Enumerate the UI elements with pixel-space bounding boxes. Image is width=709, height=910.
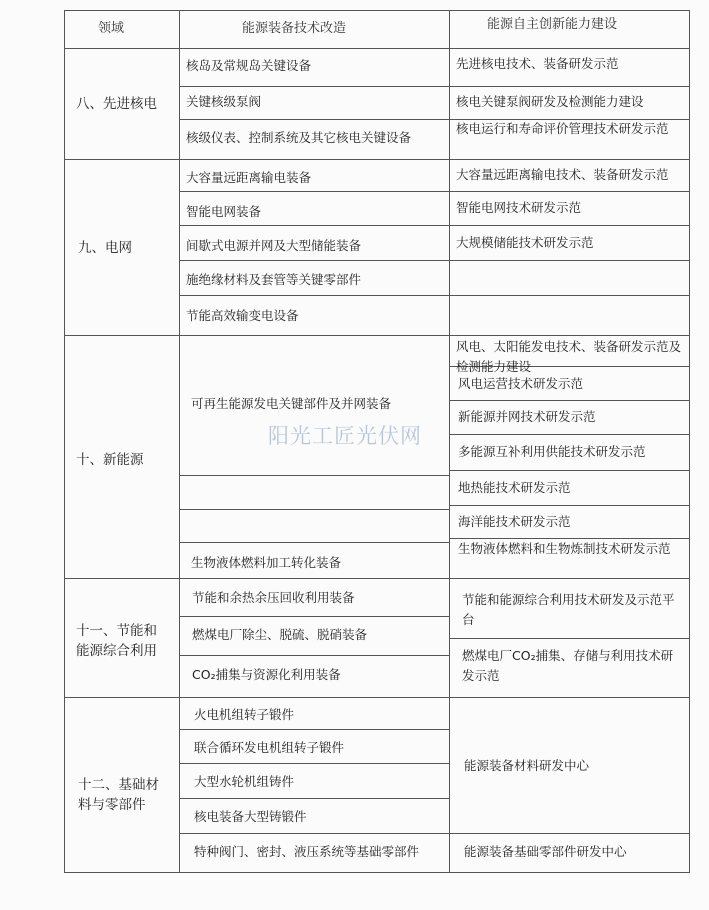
row-divider (179, 475, 449, 476)
section-divider (64, 335, 690, 336)
equipment-item: 关键核级泵阀 (186, 94, 262, 109)
innovation-item: 能源装备材料研发中心 (464, 758, 590, 773)
row-divider (449, 400, 690, 401)
row-divider (449, 638, 690, 639)
row-divider (449, 470, 690, 471)
table-border-top (64, 10, 690, 11)
equipment-item: 燃煤电厂除尘、脱硫、脱硝装备 (192, 627, 368, 642)
row-divider (179, 729, 449, 730)
row-divider (179, 833, 690, 834)
innovation-item: 燃煤电厂CO₂捕集、存储与利用技术研发示范 (462, 648, 674, 683)
watermark-text: 阳光工匠光伏网 (268, 424, 422, 448)
domain-energy-saving-line1: 十一、节能和 (76, 623, 157, 639)
header-domain: 领域 (98, 21, 125, 36)
row-divider (179, 655, 449, 656)
equipment-item: 核电装备大型铸锻件 (194, 809, 307, 824)
innovation-item: 核电关键泵阀研发及检测能力建设 (456, 94, 644, 109)
innovation-item: 大规模储能技术研发示范 (456, 235, 594, 250)
header-divider (64, 48, 690, 49)
table-border-right (689, 10, 690, 873)
table-border-left (64, 10, 65, 873)
innovation-item: 风电、太阳能发电技术、装备研发示范及检测能力建设 (456, 339, 682, 374)
domain-materials-line1: 十二、基础材 (78, 777, 159, 793)
row-divider (179, 616, 449, 617)
section-divider (64, 697, 690, 698)
equipment-item: 特种阀门、密封、液压系统等基础零部件 (194, 844, 420, 859)
row-divider (179, 763, 449, 764)
equipment-item: CO₂捕集与资源化利用装备 (192, 667, 341, 682)
column-divider-2 (449, 10, 450, 873)
row-divider (179, 191, 690, 192)
innovation-item: 海洋能技术研发示范 (458, 514, 571, 529)
innovation-item: 风电运营技术研发示范 (458, 376, 584, 391)
equipment-item: 大容量远距离输电装备 (186, 170, 312, 185)
domain-nuclear: 八、先进核电 (76, 96, 157, 112)
equipment-item: 可再生能源发电关键部件及并网装备 (191, 396, 392, 411)
equipment-item: 智能电网装备 (186, 204, 262, 219)
innovation-item: 节能和能源综合利用技术研发及示范平台 (462, 592, 675, 627)
innovation-item: 大容量远距离输电技术、装备研发示范 (456, 167, 669, 182)
equipment-item: 生物液体燃料加工转化装备 (191, 555, 342, 570)
header-innovation: 能源自主创新能力建设 (487, 17, 618, 32)
domain-grid: 九、电网 (78, 240, 132, 256)
innovation-item: 新能源并网技术研发示范 (458, 409, 596, 424)
row-divider (179, 225, 690, 226)
innovation-item: 智能电网技术研发示范 (456, 200, 582, 215)
domain-energy-saving-line2: 能源综合利用 (76, 643, 157, 659)
header-equipment: 能源装备技术改造 (242, 21, 347, 36)
innovation-item: 多能源互补利用供能技术研发示范 (458, 444, 646, 459)
row-divider (179, 798, 449, 799)
row-divider (179, 295, 690, 296)
domain-materials-line2: 料与零部件 (78, 797, 146, 813)
innovation-item: 先进核电技术、装备研发示范 (456, 56, 619, 71)
equipment-item: 联合循环发电机组转子锻件 (194, 740, 345, 755)
equipment-item: 核岛及常规岛关键设备 (186, 58, 312, 73)
innovation-item: 核电运行和寿命评价管理技术研发示范 (456, 121, 669, 136)
domain-new-energy: 十、新能源 (76, 452, 144, 468)
equipment-item: 间歇式电源并网及大型储能装备 (186, 238, 362, 253)
equipment-item: 节能高效输变电设备 (186, 308, 299, 323)
section-divider (64, 578, 690, 579)
equipment-item: 火电机组转子锻件 (194, 707, 295, 722)
equipment-item: 节能和余热余压回收利用装备 (192, 590, 355, 605)
row-divider (179, 86, 690, 87)
row-divider (179, 260, 690, 261)
innovation-item: 地热能技术研发示范 (458, 480, 571, 495)
equipment-item: 施绝缘材料及套管等关键零部件 (186, 272, 362, 287)
table-border-bottom (64, 872, 690, 873)
innovation-item: 生物液体燃料和生物炼制技术研发示范 (458, 541, 671, 556)
row-divider (179, 542, 449, 543)
equipment-item: 大型水轮机组铸件 (194, 774, 295, 789)
row-divider (449, 434, 690, 435)
row-divider (449, 505, 690, 506)
innovation-item: 能源装备基础零部件研发中心 (464, 844, 627, 859)
row-divider (179, 509, 449, 510)
section-divider (64, 159, 690, 160)
column-divider-1 (179, 10, 180, 873)
equipment-item: 核级仪表、控制系统及其它核电关键设备 (186, 130, 412, 145)
